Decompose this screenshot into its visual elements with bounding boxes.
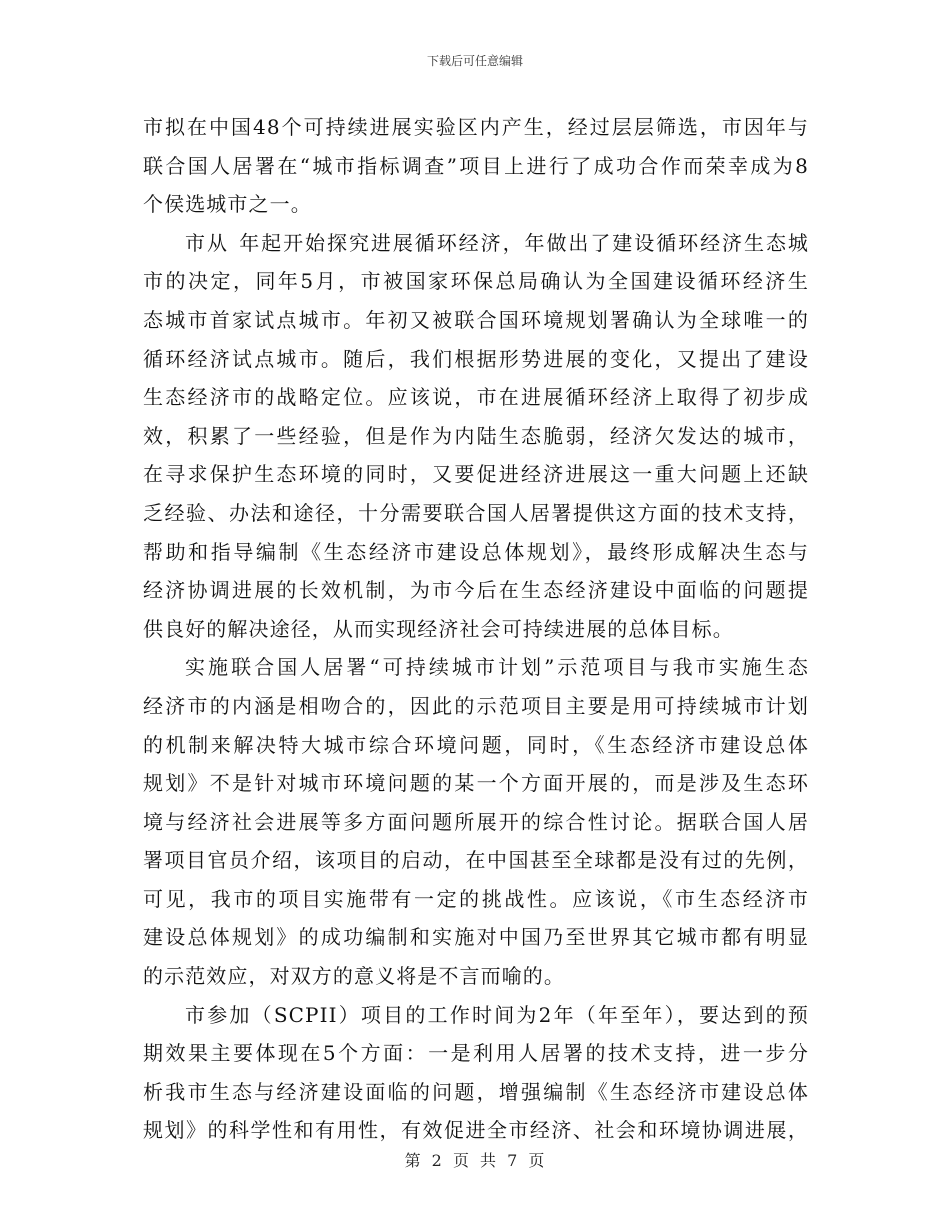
text-line: 个侯选城市之一。 bbox=[143, 192, 312, 217]
text-line: 规划》的科学性和有用性，有效促进全市经济、社会和环境协调进展， bbox=[143, 1118, 809, 1143]
text-line: 帮助和指导编制《生态经济市建设总体规划》，最终形成解决生态与 bbox=[143, 539, 809, 564]
text-line: 期效果主要体现在5个方面：一是利用人居署的技术支持，进一步分 bbox=[143, 1041, 809, 1066]
text-line: 建设总体规划》的成功编制和实施对中国乃至世界其它城市都有明显 bbox=[143, 925, 809, 950]
text-line: 的机制来解决特大城市综合环境问题，同时，《生态经济市建设总体 bbox=[143, 732, 809, 757]
text-line: 在寻求保护生态环境的同时，又要促进经济进展这一重大问题上还缺 bbox=[143, 462, 809, 487]
document-body bbox=[143, 108, 809, 1150]
text-line: 可见，我市的项目实施带有一定的挑战性。应该说，《市生态经济市 bbox=[143, 886, 809, 911]
paragraph-first-line: 市参加（SCPII）项目的工作时间为2年（年至年），要达到的预 bbox=[185, 1002, 809, 1027]
text-line: 经济市的内涵是相吻合的，因此的示范项目主要是用可持续城市计划 bbox=[143, 693, 809, 718]
text-line: 的示范效应，对双方的意义将是不言而喻的。 bbox=[143, 964, 565, 989]
text-line: 供良好的解决途径，从而实现经济社会可持续进展的总体目标。 bbox=[143, 616, 734, 641]
text-line: 态城市首家试点城市。年初又被联合国环境规划署确认为全球唯一的 bbox=[143, 307, 809, 332]
paragraph-first-line: 市从 年起开始探究进展循环经济，年做出了建设循环经济生态城 bbox=[185, 230, 809, 255]
text-line: 联合国人居署在“城市指标调查”项目上进行了成功合作而荣幸成为8 bbox=[143, 153, 809, 178]
text-line: 署项目官员介绍，该项目的启动，在中国甚至全球都是没有过的先例， bbox=[143, 848, 809, 873]
page-header: 下载后可任意编辑 bbox=[426, 54, 523, 68]
text-line: 循环经济试点城市。随后，我们根据形势进展的变化，又提出了建设 bbox=[143, 346, 809, 371]
paragraph-first-line: 实施联合国人居署“可持续城市计划”示范项目与我市实施生态 bbox=[185, 655, 809, 680]
text-line: 生态经济市的战略定位。应该说，市在进展循环经济上取得了初步成 bbox=[143, 385, 809, 410]
text-line: 效，积累了一些经验，但是作为内陆生态脆弱，经济欠发达的城市， bbox=[143, 423, 809, 448]
text-line: 市的决定，同年5月，市被国家环保总局确认为全国建设循环经济生 bbox=[143, 269, 809, 294]
text-line: 境与经济社会进展等多方面问题所展开的综合性讨论。据联合国人居 bbox=[143, 809, 809, 834]
page-number: 第 2 页 共 7 页 bbox=[404, 1151, 546, 1170]
text-line: 经济协调进展的长效机制，为市今后在生态经济建设中面临的问题提 bbox=[143, 578, 809, 603]
text-line: 析我市生态与经济建设面临的问题，增强编制《生态经济市建设总体 bbox=[143, 1079, 809, 1104]
text-line: 乏经验、办法和途径，十分需要联合国人居署提供这方面的技术支持， bbox=[143, 500, 809, 525]
text-line: 规划》不是针对城市环境问题的某一个方面开展的，而是涉及生态环 bbox=[143, 771, 809, 796]
text-line: 市拟在中国48个可持续进展实验区内产生，经过层层筛选，市因年与 bbox=[143, 115, 809, 139]
